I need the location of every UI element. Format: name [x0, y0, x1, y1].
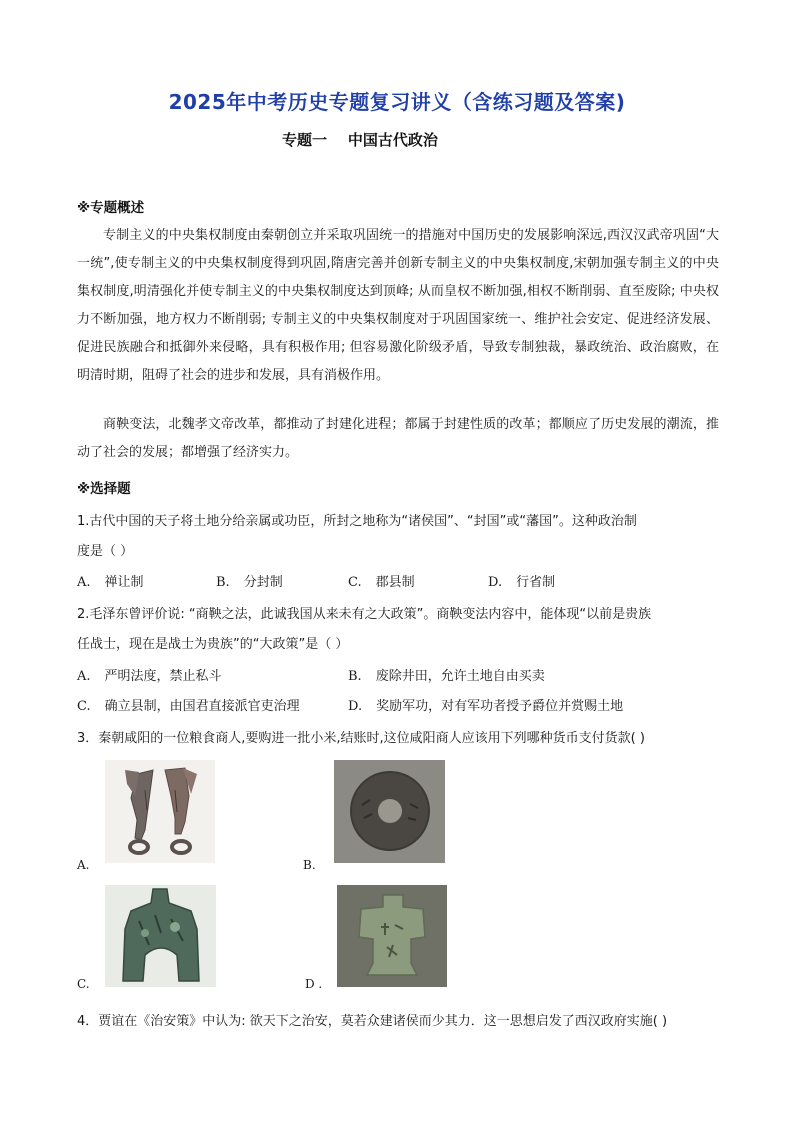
page-title: 2025年中考历史专题复习讲义（含练习题及答案): [168, 90, 626, 114]
overview-paragraph-2: 商鞅变法，北魏孝文帝改革，都推动了封建化进程；都属于封建性质的改革；都顺应了历史发展的潮流，推动了社会的发展；都增强了经济实力。: [77, 417, 719, 460]
square-spade-coin-icon: [337, 885, 447, 987]
question-2-option-a: A. 严明法度，禁止私斗: [77, 669, 222, 684]
choice-heading: ※选择题: [77, 481, 131, 497]
page-subtitle: 专题一 中国古代政治: [282, 131, 438, 149]
question-4-line-1: 4．贾谊在《治安策》中认为: 欲天下之治安，莫若众建诸侯而少其力．这一思想启发了西汉政府实施( ): [77, 1014, 668, 1029]
question-3-image-a-label: A.: [77, 858, 90, 872]
question-1-option-b: B. 分封制: [216, 575, 283, 590]
question-2-line-2: 任战士，现在是战士为贵族”的“大政策”是（ ）: [77, 637, 349, 652]
question-3-line-1: 3．秦朝咸阳的一位粮食商人,要购进一批小米,结账时,这位咸阳商人应该用下列哪种货币支付货款( ): [77, 731, 645, 746]
question-1-option-c: C. 郡县制: [348, 575, 415, 590]
question-1-option-a: A. 禅让制: [77, 575, 144, 590]
question-1-line-1: 1.古代中国的天子将土地分给亲属或功臣，所封之地称为“诸侯国”、“封国”或“藩国”。这种政治制: [77, 514, 637, 529]
question-2-option-c: C. 确立县制，由国君直接派官吏治理: [77, 699, 300, 714]
knife-coin-icon: [105, 760, 215, 863]
question-1-option-d: D. 行省制: [488, 575, 556, 590]
round-coin-icon: [334, 760, 445, 863]
overview-heading: ※专题概述: [77, 200, 145, 216]
question-3-image-c-label: C.: [77, 977, 90, 991]
question-1-line-2: 度是（ ）: [77, 544, 134, 559]
spade-coin-icon: [105, 885, 216, 987]
question-2-line-1: 2.毛泽东曾评价说: “商鞅之法，此诚我国从来未有之大政策”。商鞅变法内容中，能体现“以前是贵族: [77, 607, 652, 622]
question-2-option-d: D. 奖励军功，对有军功者授予爵位并赏赐土地: [348, 699, 624, 714]
question-3-image-b-label: B.: [303, 858, 316, 872]
question-3-image-d-label: D .: [305, 977, 323, 991]
overview-paragraph-1: 专制主义的中央集权制度由秦朝创立并采取巩固统一的措施对中国历史的发展影响深远,西汉汉武帝巩固“大一统”,使专制主义的中央集权制度得到巩固,隋唐完善并创新专制主义的中央集权制度,宋朝加强专制主义的中央集权制度,明清强化并使专制主义的中央集权制度达到顶峰; 从而皇权不断加强,相权不断削弱、直至废除; 中央权力不断加强，地方权力不断削弱; 专制主义的中央集权制度对于巩固国家统一、维护社会安定、促进经济发展、促进民族融合和抵御外来侵略，具有积极作用; 但容易激化阶级矛盾，导致专制独裁，暴政统治、政治腐败，在明清时期，阻碍了社会的进步和发展，具有消极作用。: [77, 228, 719, 383]
question-2-option-b: B. 废除井田，允许土地自由买卖: [348, 669, 545, 684]
